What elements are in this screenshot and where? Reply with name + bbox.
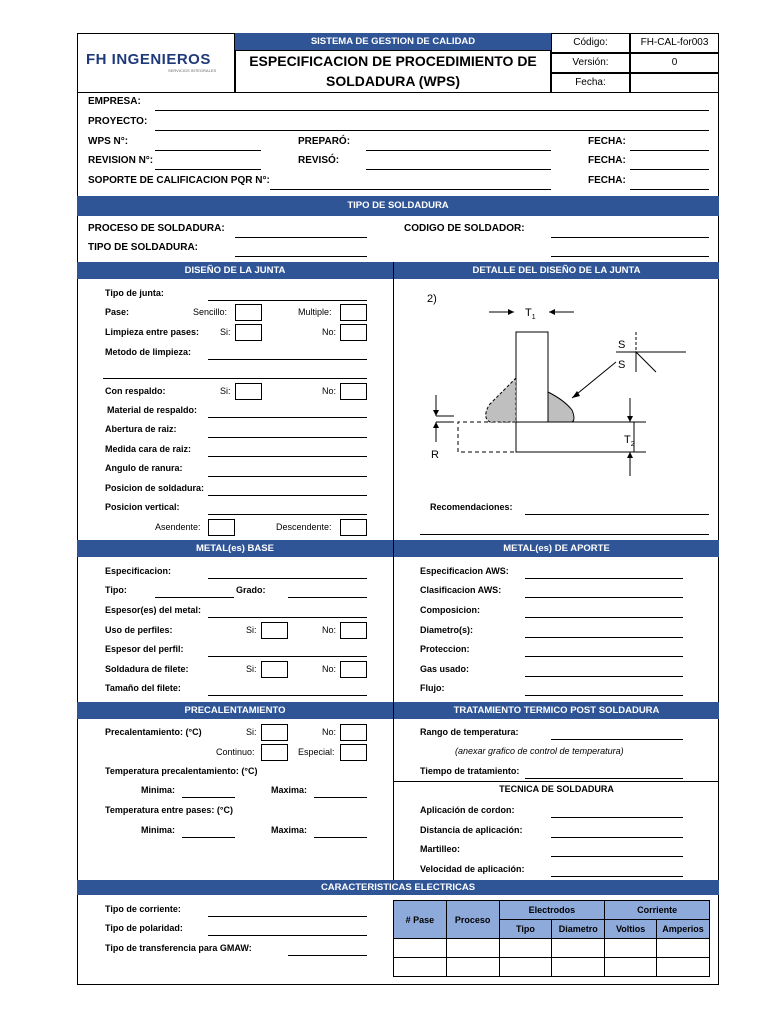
codigo-soldador-field-2[interactable] — [551, 256, 709, 257]
multiple-checkbox[interactable] — [340, 304, 367, 321]
wps-field[interactable] — [155, 150, 261, 151]
table-cell[interactable] — [499, 939, 552, 958]
empresa-field[interactable] — [155, 110, 709, 111]
electricas-title: CARACTERISTICAS ELECTRICAS — [77, 880, 719, 895]
table-cell[interactable] — [657, 958, 710, 977]
recomendaciones-label: Recomendaciones: — [430, 502, 513, 512]
precal-label: Precalentamiento: (°C) — [105, 727, 202, 737]
especificacion-label: Especificacion: — [105, 566, 172, 576]
martilleo-field[interactable] — [551, 856, 683, 857]
velocidad-field[interactable] — [551, 876, 683, 877]
respaldo-si-label: Si: — [220, 386, 231, 396]
tipo-soldadura-title: TIPO DE SOLDADURA — [77, 196, 719, 216]
espesor-perfil-label: Espesor del perfil: — [105, 644, 184, 654]
table-cell[interactable] — [499, 958, 552, 977]
metal-aporte-title: METAL(es) DE APORTE — [394, 540, 719, 557]
gas-label: Gas usado: — [420, 664, 470, 674]
respaldo-si-checkbox[interactable] — [235, 383, 262, 400]
metodo-label: Metodo de limpieza: — [105, 347, 192, 357]
medida-field[interactable] — [208, 456, 367, 457]
temp-precal-label: Temperatura precalentamiento: (°C) — [105, 766, 258, 776]
abertura-field[interactable] — [208, 437, 367, 438]
transferencia-label: Tipo de transferencia para GMAW: — [105, 943, 252, 953]
recomendaciones-field-2[interactable] — [420, 534, 709, 535]
fecha2-label: FECHA: — [588, 155, 626, 166]
transferencia-field[interactable] — [288, 955, 367, 956]
reviso-field[interactable] — [366, 169, 551, 170]
codigo-label: Código: — [573, 37, 608, 48]
col-pase: # Pase — [394, 901, 447, 939]
table-cell[interactable] — [394, 939, 447, 958]
grado-field[interactable] — [288, 597, 367, 598]
especificacion-field[interactable] — [208, 578, 367, 579]
r-label: R — [431, 449, 439, 461]
descendente-checkbox[interactable] — [340, 519, 367, 536]
posicion-field[interactable] — [208, 495, 367, 496]
clasif-aws-label: Clasificacion AWS: — [420, 585, 502, 595]
table-cell[interactable] — [657, 939, 710, 958]
table-cell[interactable] — [552, 939, 605, 958]
medida-label: Medida cara de raiz: — [105, 444, 192, 454]
col-proceso: Proceso — [446, 901, 499, 939]
composicion-field[interactable] — [525, 617, 683, 618]
proteccion-field[interactable] — [525, 656, 683, 657]
fecha-label: Fecha: — [575, 77, 606, 88]
limpieza-si-checkbox[interactable] — [235, 324, 262, 341]
codigo-soldador-label: CODIGO DE SOLDADOR: — [404, 223, 525, 234]
precal-no-checkbox[interactable] — [340, 724, 367, 741]
continuo-label: Continuo: — [216, 747, 255, 757]
espec-aws-field[interactable] — [525, 578, 683, 579]
anexar-note: (anexar grafico de control de temperatura) — [455, 746, 624, 756]
recomendaciones-field[interactable] — [525, 514, 709, 515]
version-label: Versión: — [572, 57, 609, 68]
fecha-value-cell — [630, 73, 719, 93]
limpieza-no-checkbox[interactable] — [340, 324, 367, 341]
uso-perfiles-si-checkbox[interactable] — [261, 622, 288, 639]
col-tipo: Tipo — [499, 920, 552, 939]
vertical-label: Posicion vertical: — [105, 502, 180, 512]
table-cell[interactable] — [394, 958, 447, 977]
distancia-field[interactable] — [551, 837, 683, 838]
tiempo-label: Tiempo de tratamiento: — [420, 766, 520, 776]
detalle-title: DETALLE DEL DISEÑO DE LA JUNTA — [394, 262, 719, 279]
metodo-field-2[interactable] — [103, 378, 367, 379]
sencillo-label: Sencillo: — [193, 307, 228, 317]
metal-base-title: METAL(es) BASE — [77, 540, 393, 557]
weld-left — [486, 378, 516, 422]
table-cell[interactable] — [605, 958, 657, 977]
multiple-label: Multiple: — [298, 307, 332, 317]
composicion-label: Composicion: — [420, 605, 480, 615]
soldadura-filete-si-label: Si: — [246, 664, 257, 674]
grado-label: Grado: — [236, 585, 266, 595]
fecha1-label: FECHA: — [588, 136, 626, 147]
tipo-field[interactable] — [155, 597, 234, 598]
angulo-field[interactable] — [208, 476, 367, 477]
limpieza-si-label: Si: — [220, 327, 231, 337]
minima-label: Minima: — [141, 785, 176, 795]
weld-right — [548, 392, 574, 422]
soporte-field[interactable] — [270, 189, 551, 190]
polaridad-field[interactable] — [208, 935, 367, 936]
flujo-field[interactable] — [525, 695, 683, 696]
precal-si-checkbox[interactable] — [261, 724, 288, 741]
doc-title-line1: ESPECIFICACION DE PROCEDIMIENTO DE — [249, 53, 537, 69]
corriente-field[interactable] — [208, 916, 367, 917]
proceso-label: PROCESO DE SOLDADURA: — [88, 223, 225, 234]
tecnica-divider — [394, 781, 719, 782]
tipo-junta-label: Tipo de junta: — [105, 288, 164, 298]
velocidad-label: Velocidad de aplicación: — [420, 864, 525, 874]
divider-metal — [393, 540, 394, 702]
distancia-label: Distancia de aplicación: — [420, 825, 523, 835]
tipo-label: Tipo: — [105, 585, 127, 595]
rango-label: Rango de temperatura: — [420, 727, 519, 737]
angulo-label: Angulo de ranura: — [105, 463, 183, 473]
especial-checkbox[interactable] — [340, 744, 367, 761]
sencillo-checkbox[interactable] — [235, 304, 262, 321]
tamano-filete-field[interactable] — [208, 695, 367, 696]
precal-no-label: No: — [322, 727, 337, 737]
material-respaldo-label: Material de respaldo: — [107, 405, 198, 415]
proteccion-label: Proteccion: — [420, 644, 470, 654]
s-label-bottom: S — [618, 359, 626, 371]
table-row — [394, 939, 710, 958]
fecha3-label: FECHA: — [588, 175, 626, 186]
fecha3-field[interactable] — [630, 189, 709, 190]
system-title: SISTEMA DE GESTION DE CALIDAD — [235, 33, 551, 50]
respaldo-label: Con respaldo: — [105, 386, 166, 396]
limpieza-no-label: No: — [322, 327, 337, 337]
minima2-field[interactable] — [182, 837, 235, 838]
uso-perfiles-no-label: No: — [322, 625, 337, 635]
soldadura-filete-no-checkbox[interactable] — [340, 661, 367, 678]
joint-detail-drawing — [394, 280, 719, 500]
codigo-value: FH-CAL-for003 — [640, 37, 709, 48]
abertura-label: Abertura de raiz: — [105, 424, 177, 434]
espesor-perfil-field[interactable] — [208, 656, 367, 657]
tratamiento-title: TRATAMIENTO TERMICO POST SOLDADURA — [394, 702, 719, 719]
espesor-field[interactable] — [208, 617, 367, 618]
t1-label: $T_1$ — [525, 307, 536, 321]
asendente-label: Asendente: — [155, 522, 201, 532]
table-cell[interactable] — [605, 939, 657, 958]
martilleo-label: Martilleo: — [420, 844, 461, 854]
respaldo-no-checkbox[interactable] — [340, 383, 367, 400]
table-cell[interactable] — [552, 958, 605, 977]
respaldo-no-label: No: — [322, 386, 337, 396]
company-logo: FH INGENIEROS — [86, 51, 211, 68]
diametro-label: Diametro(s): — [420, 625, 474, 635]
precal-title: PRECALENTAMIENTO — [77, 702, 393, 719]
uso-perfiles-label: Uso de perfiles: — [105, 625, 173, 635]
metodo-field[interactable] — [208, 359, 367, 360]
col-electrodos: Electrodos — [499, 901, 605, 920]
uso-perfiles-no-checkbox[interactable] — [340, 622, 367, 639]
preparo-label: PREPARÓ: — [298, 136, 351, 147]
soldadura-filete-label: Soldadura de filete: — [105, 664, 189, 674]
soldadura-filete-si-checkbox[interactable] — [261, 661, 288, 678]
espesor-label: Espesor(es) del metal: — [105, 605, 202, 615]
wps-label: WPS N°: — [88, 136, 129, 147]
diseno-title: DISEÑO DE LA JUNTA — [77, 262, 393, 279]
proyecto-label: PROYECTO: — [88, 116, 148, 127]
aplicacion-label: Aplicación de cordon: — [420, 805, 515, 815]
maxima-label: Maxima: — [271, 785, 308, 795]
posicion-label: Posicion de soldadura: — [105, 483, 205, 493]
proyecto-field[interactable] — [155, 130, 709, 131]
descendente-label: Descendente: — [276, 522, 332, 532]
maxima-field[interactable] — [314, 797, 367, 798]
polaridad-label: Tipo de polaridad: — [105, 923, 183, 933]
electrical-table — [393, 900, 710, 977]
codigo-soldador-field[interactable] — [551, 237, 709, 238]
proceso-field[interactable] — [235, 237, 367, 238]
asendente-checkbox[interactable] — [208, 519, 235, 536]
horizontal-plate — [516, 422, 634, 452]
flujo-label: Flujo: — [420, 683, 445, 693]
empresa-label: EMPRESA: — [88, 96, 141, 107]
t2-label: $T_2$ — [624, 434, 635, 448]
doc-title-line2: SOLDADURA (WPS) — [325, 73, 461, 89]
tiempo-field[interactable] — [525, 778, 683, 779]
minima2-label: Minima: — [141, 825, 176, 835]
table-cell[interactable] — [446, 958, 499, 977]
vertical-plate — [516, 332, 548, 422]
fecha1-field[interactable] — [630, 150, 709, 151]
continuo-checkbox[interactable] — [261, 744, 288, 761]
tipo-soldadura-field[interactable] — [235, 256, 367, 257]
minima-field[interactable] — [182, 797, 235, 798]
gas-field[interactable] — [525, 676, 683, 677]
maxima2-label: Maxima: — [271, 825, 308, 835]
fig-number: 2) — [427, 293, 437, 305]
s-label-top: S — [618, 339, 626, 351]
temp-pases-label: Temperatura entre pases: (°C) — [105, 805, 233, 815]
revision-label: REVISION N°: — [88, 155, 154, 166]
diametro-field[interactable] — [525, 637, 683, 638]
table-cell[interactable] — [446, 939, 499, 958]
version-value: 0 — [671, 57, 678, 68]
reviso-label: REVISÓ: — [298, 155, 340, 166]
maxima2-field[interactable] — [314, 837, 367, 838]
tipo-soldadura-label: TIPO DE SOLDADURA: — [88, 242, 198, 253]
preparo-field[interactable] — [366, 150, 551, 151]
uso-perfiles-si-label: Si: — [246, 625, 257, 635]
material-respaldo-field[interactable] — [208, 417, 367, 418]
vertical-field[interactable] — [208, 514, 367, 515]
espec-aws-label: Especificacion AWS: — [420, 566, 509, 576]
soporte-label: SOPORTE DE CALIFICACION PQR N°: — [88, 175, 270, 186]
tamano-filete-label: Tamaño del filete: — [105, 683, 181, 693]
col-voltios: Voltios — [605, 920, 657, 939]
tipo-junta-field[interactable] — [208, 300, 367, 301]
tecnica-title: TECNICA DE SOLDADURA — [499, 784, 614, 794]
pase-label: Pase: — [105, 307, 130, 317]
precal-si-label: Si: — [246, 727, 257, 737]
fecha2-field[interactable] — [630, 169, 709, 170]
limpieza-label: Limpieza entre pases: — [105, 327, 200, 337]
soldadura-filete-no-label: No: — [322, 664, 337, 674]
col-corriente: Corriente — [605, 901, 710, 920]
especial-label: Especial: — [298, 747, 335, 757]
revision-field[interactable] — [155, 169, 261, 170]
table-row — [394, 958, 710, 977]
clasif-aws-field[interactable] — [525, 597, 683, 598]
rango-field[interactable] — [551, 739, 683, 740]
corriente-label: Tipo de corriente: — [105, 904, 181, 914]
col-amperios: Amperios — [657, 920, 710, 939]
logo-subtitle: SERVICIOS INTEGRALES — [168, 68, 217, 73]
col-diametro: Diametro — [552, 920, 605, 939]
aplicacion-field[interactable] — [551, 817, 683, 818]
